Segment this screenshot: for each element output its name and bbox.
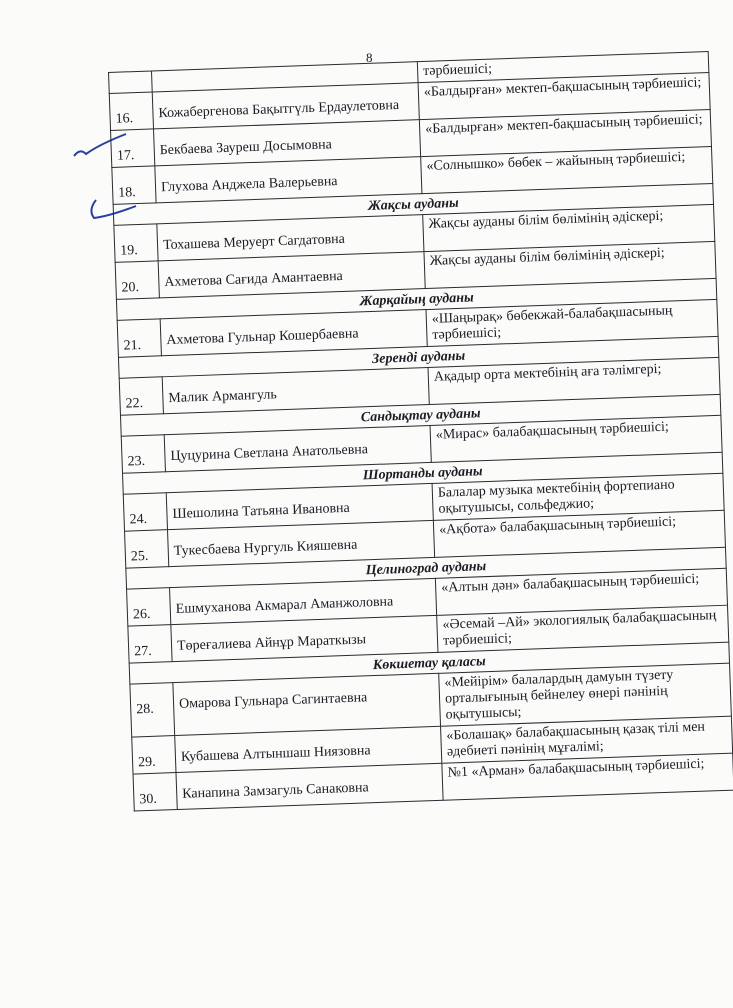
name-cell: Төреғалиева Айнұр Мараткызы: [171, 615, 438, 661]
name-cell: Кубашева Алтыншаш Ниязовна: [175, 726, 442, 772]
position-cell: «Шаңырақ» бөбекжай-балабақшасының тәрбиешісі;: [426, 299, 718, 346]
number-cell: 28.: [130, 683, 175, 737]
number-cell: 26.: [127, 588, 171, 626]
name-cell: Тукесбаева Нургуль Кияшевна: [168, 520, 435, 566]
number-cell: 20.: [115, 261, 159, 299]
name-cell: Глухова Анджела Валерьевна: [155, 157, 422, 203]
name-cell: Канапина Замзагуль Санаковна: [176, 763, 443, 809]
name-cell: Бекбаева Зауреш Досымовна: [154, 120, 421, 166]
position-cell: «Алтын дән» балабақшасының тәрбиешісі;: [435, 568, 727, 615]
section-title: Целиноград ауданы: [126, 547, 726, 589]
section-title: Сандықтау ауданы: [120, 394, 720, 436]
number-cell: 29.: [132, 736, 176, 774]
position-cell: №1 «Арман» балабақшасының тәрбиешісі;: [442, 753, 733, 800]
position-cell: «Мейірім» балалардың дамуын түзету орталығының бейнелеу өнері пәнінің оқытушысы;: [439, 663, 732, 726]
number-cell: [109, 71, 153, 93]
position-cell: «Болашақ» балабақшасының қазақ тілі мен әдебиеті пәнінің мұғалімі;: [441, 716, 733, 763]
position-cell: «Солнышко» бөбек – жайының тәрбиешісі;: [421, 146, 713, 193]
position-cell: тәрбиешісі;: [417, 52, 709, 83]
number-cell: 16.: [109, 92, 153, 130]
number-cell: 17.: [111, 129, 155, 167]
number-cell: 22.: [119, 377, 163, 415]
number-cell: 19.: [114, 224, 158, 262]
name-cell: Ахметова Сағида Амантаевна: [158, 252, 425, 298]
position-cell: «Ақбота» балабақшасының тәрбиешісі;: [433, 510, 725, 557]
section-title: Жақсы ауданы: [113, 183, 713, 225]
page-number: 8: [366, 50, 373, 65]
number-cell: 21.: [117, 319, 161, 357]
name-cell: Тохашева Меруерт Сагдатовна: [157, 215, 424, 261]
position-cell: «Балдырған» мектеп-бақшасының тәрбиешісі;: [418, 73, 710, 120]
section-title: Көкшетау қаласы: [129, 642, 729, 684]
number-cell: 30.: [133, 773, 177, 811]
number-cell: 27.: [128, 625, 172, 663]
name-cell: Ахметова Гульнар Кошербаевна: [160, 310, 427, 356]
name-cell: Шешолина Татьяна Ивановна: [166, 483, 433, 529]
name-cell: Малик Армангуль: [162, 368, 429, 414]
name-cell: Омарова Гульнара Сагинтаевна: [173, 673, 441, 735]
name-cell: Ешмуханова Акмарал Аманжоловна: [170, 578, 437, 624]
section-title: Зеренді ауданы: [118, 336, 718, 378]
position-cell: Ақадыр орта мектебінің аға тәлімгері;: [428, 357, 720, 404]
number-cell: 24.: [123, 493, 167, 531]
position-cell: «Әсемай –Ай» экологиялық балабақшасының тәрбиешісі;: [437, 605, 729, 652]
name-cell: Кожабергенова Бақытгүль Ердаулетовна: [152, 83, 419, 129]
number-cell: 23.: [121, 435, 165, 473]
name-cell: Цуцурина Светлана Анатольевна: [164, 425, 431, 471]
participants-table: [108, 51, 733, 812]
document-table-container: [108, 50, 733, 811]
number-cell: 25.: [125, 530, 169, 568]
position-cell: «Мирас» балабақшасының тәрбиешісі;: [430, 415, 722, 462]
participants-table-body: [109, 52, 733, 811]
number-cell: 18.: [112, 166, 156, 204]
section-title: Шортанды ауданы: [123, 452, 723, 494]
position-cell: «Балдырған» мектеп-бақшасының тәрбиешісі;: [419, 110, 711, 157]
position-cell: Жақсы ауданы білім бөлімінің әдіскері;: [423, 204, 715, 251]
position-cell: Жақсы ауданы білім бөлімінің әдіскері;: [424, 241, 716, 288]
section-title: Жарқайың ауданы: [116, 278, 716, 320]
position-cell: Балалар музыка мектебінің фортепиано оқытушысы, сольфеджио;: [432, 473, 724, 520]
